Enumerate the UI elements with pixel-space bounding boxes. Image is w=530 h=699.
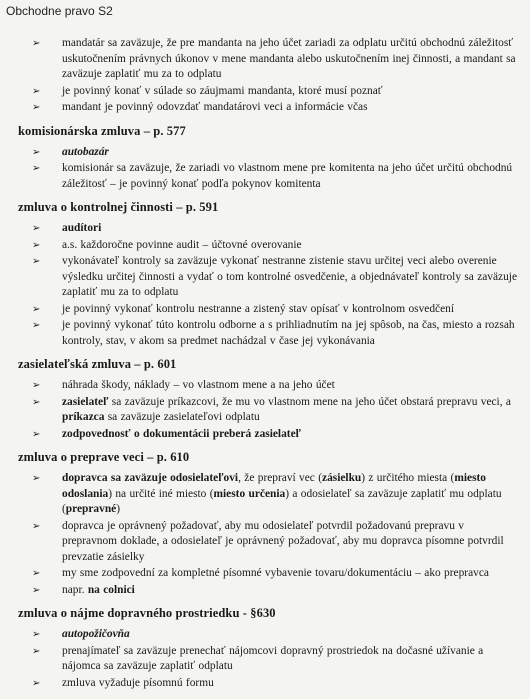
arrow-bullet-icon: ➢ — [32, 256, 41, 267]
section-inspection-contract — [14, 200, 520, 349]
section-heading: komisionárska zmluva – p. 577 — [18, 123, 186, 138]
list-item: ➢ zmluva vyžaduje písomnú formu — [14, 676, 520, 692]
list-item: ➢ mandant je povinný odovzdať mandatárovi veci a informácie včas — [14, 100, 520, 116]
list-item: ➢ audítori — [14, 221, 520, 237]
bullet-list — [14, 378, 520, 442]
arrow-bullet-icon: ➢ — [32, 380, 41, 391]
arrow-bullet-icon: ➢ — [32, 303, 41, 315]
section-vehicle-rental-contract — [14, 606, 520, 691]
section-carriage-contract — [14, 450, 520, 598]
arrow-bullet-icon: ➢ — [32, 163, 41, 174]
bullet-list — [14, 145, 520, 193]
list-item: ➢ autobazár — [14, 145, 520, 161]
bullet-list — [14, 471, 520, 598]
list-item: ➢ my sme zodpovední za kompletné písomné vybavenie tovaru/dokumentáciu – ako prepravca — [14, 566, 520, 582]
arrow-bullet-icon: ➢ — [32, 146, 41, 158]
section-heading: zmluva o kontrolnej činnosti – p. 591 — [18, 200, 219, 214]
section-heading: zasielateľská zmluva – p. 601 — [18, 357, 177, 371]
list-item: ➢ zasielateľ sa zaväzuje príkazcovi, že mu vo vlastnom mene na jeho účet obstará prepravu veci, a príkazca sa zaväzuje zasielateľovi odplatu — [32, 395, 511, 423]
list-item: ➢ náhrada škody, náklady – vo vlastnom mene a na jeho účet — [14, 378, 520, 394]
list-item: ➢ dopravca je oprávnený požadovať, aby mu odosielateľ potvrdil požadovanú prepravu v prepravnom doklade, a odosielateľ je oprávnený požadovať, aby mu dopravca písomne potvrdil prevzatie zásielky — [32, 519, 504, 563]
arrow-bullet-icon: ➢ — [32, 629, 41, 640]
document-content — [14, 36, 520, 699]
arrow-bullet-icon: ➢ — [32, 38, 41, 49]
section-forwarding-contract — [14, 357, 520, 442]
arrow-bullet-icon: ➢ — [32, 473, 41, 484]
arrow-bullet-icon: ➢ — [32, 584, 41, 596]
section-mandate-continuation — [14, 36, 520, 116]
arrow-bullet-icon: ➢ — [32, 645, 41, 657]
list-item: ➢ komisionár sa zaväzuje, že zariadi vo vlastnom mene pre komitenta na jeho účet určitú obchodnú záležitosť – je povinný konať podľa pokynov komitenta — [32, 162, 513, 190]
arrow-bullet-icon: ➢ — [32, 223, 41, 234]
list-item: ➢ a.s. každoročne povinne audit – účtovné overovanie — [14, 238, 520, 254]
arrow-bullet-icon: ➢ — [32, 568, 41, 579]
list-item: ➢ napr. na colnici — [14, 583, 520, 599]
arrow-bullet-icon: ➢ — [32, 677, 41, 689]
section-heading: zmluva o preprave veci – p. 610 — [18, 450, 190, 464]
bullet-list — [14, 36, 520, 116]
arrow-bullet-icon: ➢ — [32, 396, 41, 408]
arrow-bullet-icon: ➢ — [32, 520, 41, 532]
arrow-bullet-icon: ➢ — [32, 428, 41, 440]
section-commission-contract — [14, 124, 520, 193]
list-item: ➢ mandatár sa zaväzuje, že pre mandanta na jeho účet zariadi za odplatu určitú obchodnú záležitosť uskutočnením právnych úkonov v mene mandanta alebo uskutočnením inej činnosti, a mandant sa zaväzuje zaplatiť mu za to odplatu — [32, 37, 516, 80]
arrow-bullet-icon: ➢ — [32, 102, 41, 113]
list-item: ➢ vykonávateľ kontroly sa zaväzuje vykonať nestranne zistenie stavu určitej veci alebo overenie výsledku určitej činnosti a vydať o tom kontrolné osvedčenie, a objednávateľ kontroly sa zaväzuje zaplatiť mu za to odplatu — [32, 255, 518, 298]
list-item: ➢ je povinný vykonať kontrolu nestranne a zistený stav opísať v kontrolnom osvedčení — [14, 302, 520, 318]
arrow-bullet-icon: ➢ — [32, 85, 41, 97]
list-item: ➢ je povinný konať v súlade so záujmami mandanta, ktoré musí poznať — [14, 84, 520, 100]
bullet-list — [14, 221, 520, 349]
page-header: Obchodne pravo S2 — [6, 4, 113, 18]
bullet-list — [14, 627, 520, 691]
list-item: ➢ zodpovednosť o dokumentácii preberá zasielateľ — [14, 427, 520, 443]
arrow-bullet-icon: ➢ — [32, 320, 41, 331]
list-item: ➢ autopožičovňa — [14, 627, 520, 643]
list-item: ➢ prenajímateľ sa zaväzuje prenechať nájomcovi dopravný prostriedok na dočasné užívanie a nájomca sa zaväzuje zaplatiť odplatu — [32, 644, 484, 672]
section-heading: zmluva o nájme dopravného prostriedku - §630 — [18, 606, 276, 620]
list-item: ➢ dopravca sa zaväzuje odosielateľovi, že prepraví vec (zásielku) z určitého miesta (miesto odoslania) na určité iné miesto (miesto určenia) a odosielateľ sa zaväzuje zaplatiť mu odplatu (prepravné) — [32, 472, 502, 515]
arrow-bullet-icon: ➢ — [32, 239, 41, 251]
list-item: ➢ je povinný vykonať túto kontrolu odborne a s prihliadnutím na jej spôsob, na čas, miesto a rozsah kontroly, stav, v akom sa predmet nachádzal v čase jej vykonávania — [32, 319, 515, 347]
